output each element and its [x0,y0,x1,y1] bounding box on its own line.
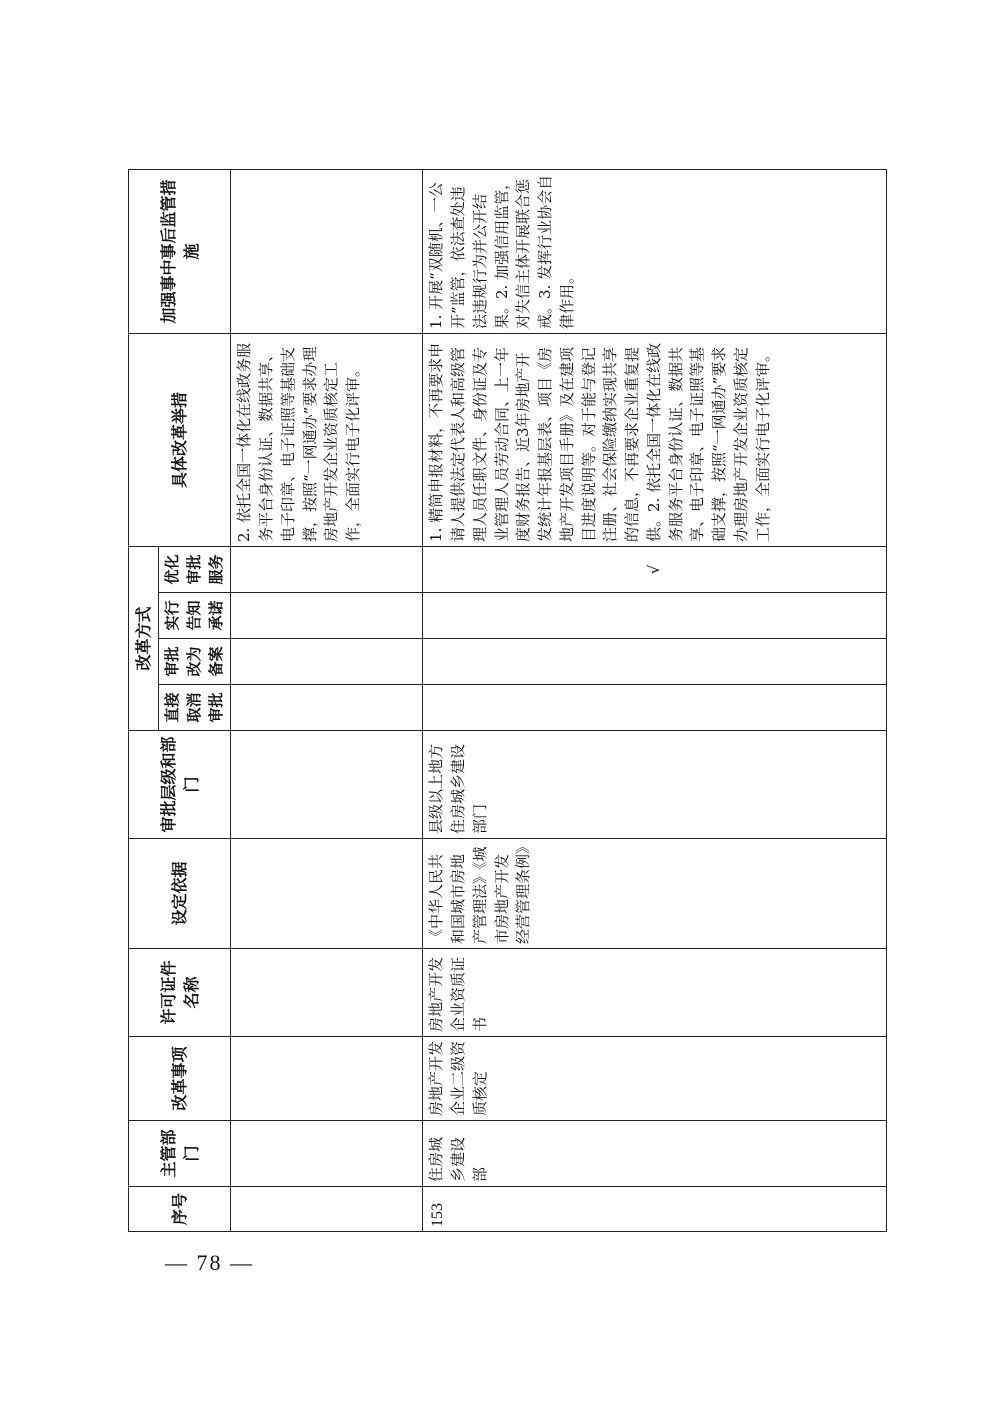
table-row-153 [423,169,887,1231]
row-level: 县级以上地方住房城乡建设部门 [423,731,887,839]
header-item: 改革事项 [129,1037,231,1121]
header-seq: 序号 [129,1187,231,1232]
header-method-cancel: 直接取消审批 [159,685,231,731]
row-supervision: 1. 开展“双随机、一公开”监管，依法查处违法违规行为并公开结果。2. 加强信用监管，对失信主体开展联合惩戒。3. 发挥行业协会自律作用。 [423,169,887,333]
row-measures: 1. 精简申报材料，不再要求申请人提供法定代表人和高级管理人员任职文件、身份证及专业管理人员劳动合同、上一年度财务报告、近3年房地产开发统计年报基层表、项目《房地产开发项目手册》及在建项目进度说明等。对于能与登记注册、社会保险缴纳实现共享的信息，不再要求企业重复提供。2. 依托全国一体化在线政务服务平台身份认证、数据共享、电子印章、电子证照等基础支撑，按照“一网通办”要求办理房地产开发企业资质核定工作，全面实行电子化评审。 [423,333,887,546]
header-level: 审批层级和部门 [129,731,231,839]
row-m3 [423,593,887,639]
row-basis: 《中华人民共和国城市房地产管理法》《城市房地产开发经营管理条例》 [423,839,887,949]
header-method-commitment: 实行告知承诺 [159,593,231,639]
row-seq: 153 [423,1187,887,1232]
row-m4-checkmark: √ [423,546,887,592]
header-supervision: 加强事中事后监管措施 [129,169,231,333]
row-item: 房地产开发企业二级资质核定 [423,1037,887,1121]
row-license: 房地产开发企业资质证书 [423,949,887,1037]
header-row-1 [129,169,159,1231]
reform-table [128,169,887,1232]
header-basis: 设定依据 [129,839,231,949]
row-m2 [423,639,887,685]
header-method-filing: 审批改为备案 [159,639,231,685]
header-method-group: 改革方式 [129,546,159,730]
header-license: 许可证件名称 [129,949,231,1037]
page-number: — 78 — [165,1250,254,1275]
header-measures: 具体改革举措 [129,333,231,546]
row-m1 [423,685,887,731]
row-dept: 住房城乡建设部 [423,1121,887,1187]
table-row-continued [231,169,423,1231]
header-dept: 主管部门 [129,1121,231,1187]
header-method-optimize: 优化审批服务 [159,546,231,592]
rotated-table-wrapper [128,170,864,1232]
prev-measures-cell: 2. 依托全国一体化在线政务服务平台身份认证、数据共享、电子印章、电子证照等基础支撑，按照“一网通办”要求办理房地产开发企业资质核定工作，全面实行电子化评审。 [231,333,423,546]
